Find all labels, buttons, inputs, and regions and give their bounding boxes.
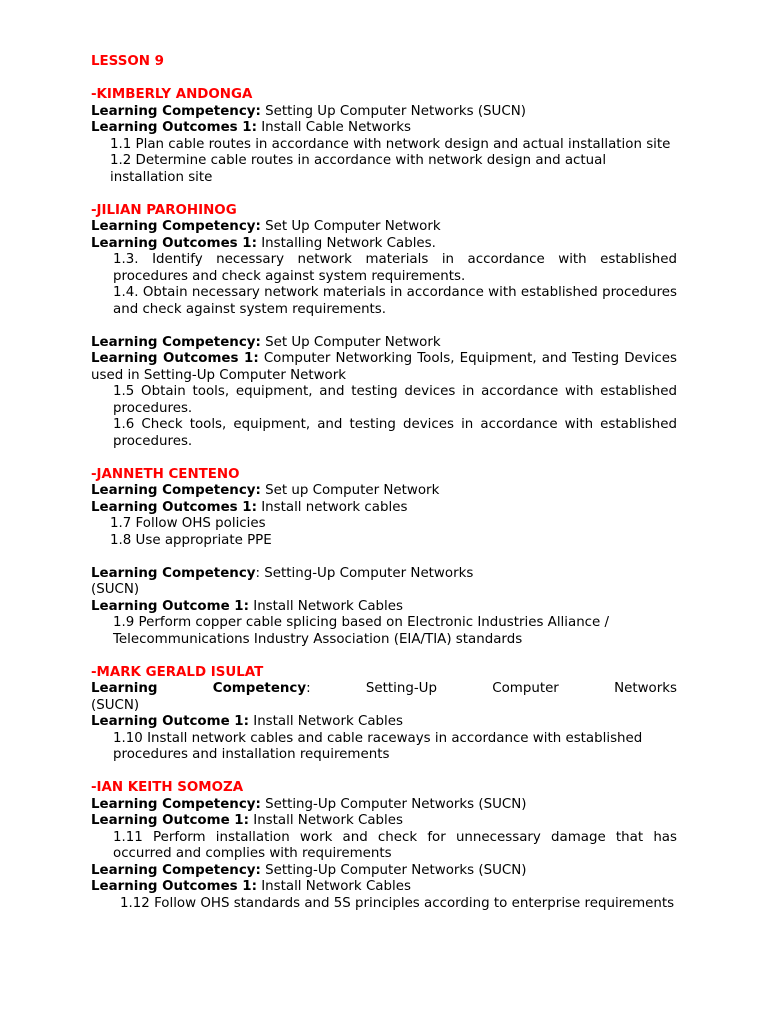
learning-competency: Learning Competency: Setting-Up Computer Networks (SUCN) [91,796,527,812]
learning-competency-continued: (SUCN) [91,697,140,713]
learning-outcome: Learning Outcomes 1: Computer Networking Tools, Equipment, and Testing Devices used in Setting-Up Computer Network [91,351,677,383]
learning-competency: Learning Competency: Setting-Up Computer Networks [91,565,474,581]
list-item: 1.5 Obtain tools, equipment, and testing devices in accordance with established procedures. [113,384,677,416]
learning-competency: Learning Competency: Setting-Up Computer Networks (SUCN) [91,862,527,878]
learning-competency: Learning Competency: Setting Up Computer Networks (SUCN) [91,103,526,119]
learning-outcome: Learning Outcomes 1: Installing Network Cables. [91,235,436,251]
learning-competency: Learning Competency: Set Up Computer Network [91,334,441,350]
learning-competency: Learning Competency: Set Up Computer Network [91,219,441,234]
section-name: -KIMBERLY ANDONGA [91,87,253,102]
learning-outcome: Learning Outcomes 1: Install network cables [91,499,408,515]
list-item: 1.2 Determine cable routes in accordance with network design and actual installation site [110,153,607,185]
list-item: 1.3. Identify necessary network materials in accordance with established procedures and check against system requirements. [113,252,677,284]
learning-competency-continued: (SUCN) [91,582,140,597]
list-item: 1.6 Check tools, equipment, and testing devices in accordance with established procedures. [113,417,677,449]
list-item: 1.9 Perform copper cable splicing based on Electronic Industries Alliance / Telecommunications Industry Association (EIA/TIA) standards [113,615,610,647]
learning-outcome: Learning Outcome 1: Install Network Cables [91,598,403,614]
list-item: 1.1 Plan cable routes in accordance with network design and actual installation site [110,136,671,152]
section-name: -JILIAN PAROHINOG [91,202,237,218]
document-body [91,54,677,912]
list-item: 1.4. Obtain necessary network materials in accordance with established procedures and check against system requirements. [113,285,677,317]
learning-competency: Learning Competency: Setting-Up Computer Networks [91,681,677,696]
learning-outcome: Learning Outcomes 1: Install Network Cables [91,879,411,894]
list-item: 1.8 Use appropriate PPE [110,532,272,548]
list-item: 1.10 Install network cables and cable raceways in accordance with established procedures and installation requirements [113,730,643,762]
list-item: 1.7 Follow OHS policies [110,516,266,531]
list-item: 1.12 Follow OHS standards and 5S principles according to enterprise requirements [120,895,675,911]
learning-outcome: Learning Outcome 1: Install Network Cables [91,813,403,828]
learning-outcome: Learning Outcomes 1: Install Cable Networks [91,120,411,135]
list-item: 1.11 Perform installation work and check for unnecessary damage that has occurred and complies with requirements [113,829,677,861]
section-name: -JANNETH CENTENO [91,466,240,482]
lesson-title: LESSON 9 [91,54,164,69]
section-name: -MARK GERALD ISULAT [91,664,264,680]
section-name: -IAN KEITH SOMOZA [91,780,244,795]
learning-competency: Learning Competency: Set up Computer Network [91,483,440,498]
learning-outcome: Learning Outcome 1: Install Network Cables [91,714,403,729]
